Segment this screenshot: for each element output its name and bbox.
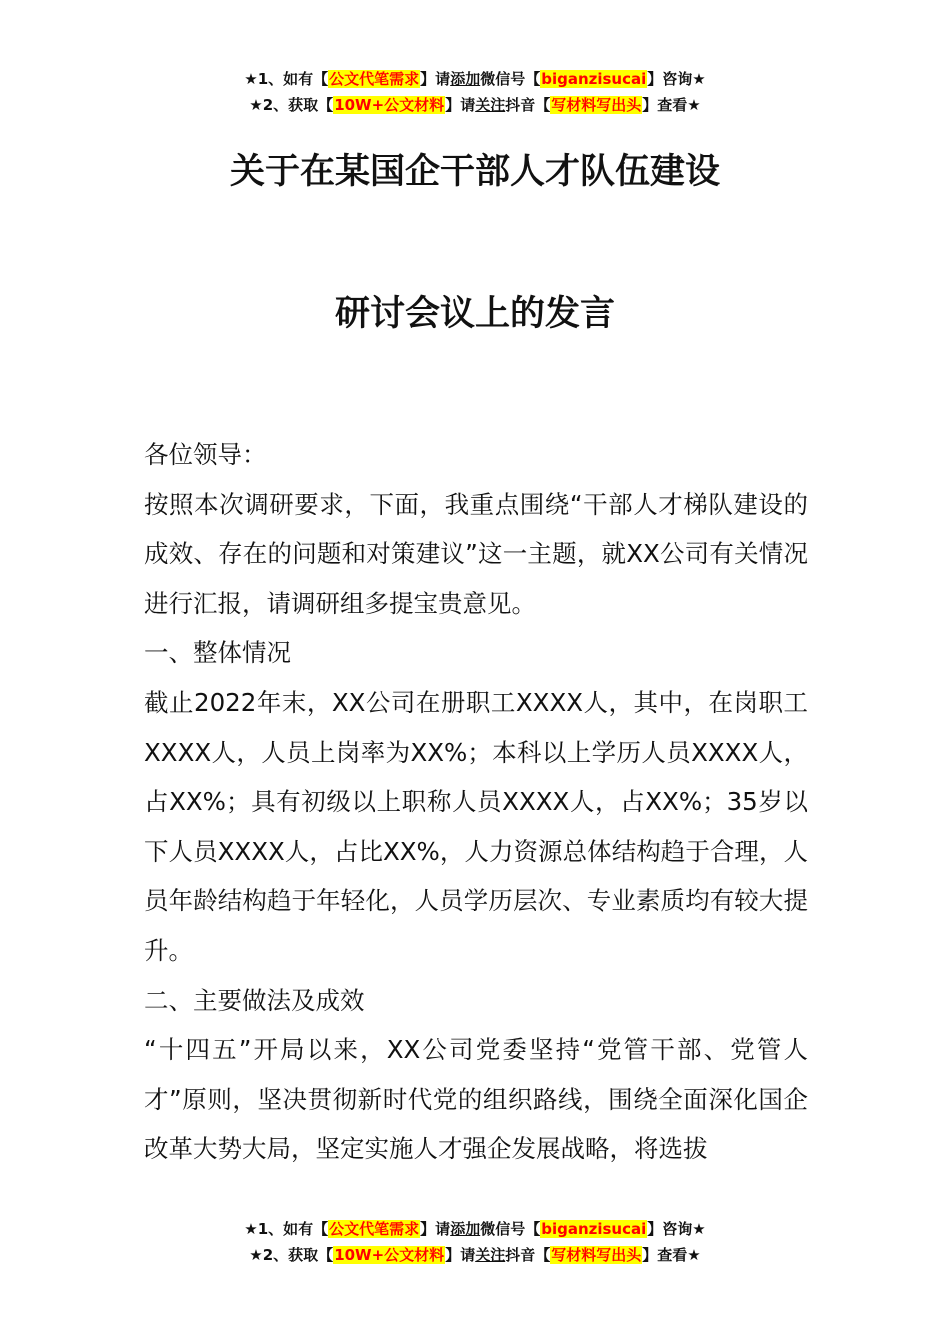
promo-highlight: 10W+公文材料 [334, 1246, 445, 1264]
promo-line-1: ★1、如有【公文代笔需求】请添加微信号【biganzisucai】咨询★ [244, 1220, 706, 1238]
document-title-line-2: 研讨会议上的发言 [334, 294, 615, 334]
promo-highlight: 写材料写出头 [551, 96, 642, 114]
promo-line-2: ★2、获取【10W+公文材料】请关注抖音【写材料写出头】查看★ [249, 1246, 701, 1264]
section-paragraph-2: “十四五”开局以来，XX公司党委坚持“党管干部、党管人才”原则，坚决贯彻新时代党的组织路线，围绕全面深化国企改革大势大局，坚定实施人才强企发展战略，将选拔 [144, 1035, 808, 1164]
promo-banner-bottom [0, 1216, 950, 1268]
section-heading-2: 二、主要做法及成效 [144, 985, 365, 1015]
salutation: 各位领导： [144, 440, 267, 469]
document-title-line-1: 关于在某国企干部人才队伍建设 [229, 152, 720, 192]
promo-highlight: 公文代笔需求 [329, 70, 420, 88]
section-paragraph-1: 截止2022年末，XX公司在册职工XXXX人，其中，在岗职工XXXX人，人员上岗率为XX%；本科以上学历人员XXXX人，占XX%；具有初级以上职称人员XXXX人，占XX%；35岁以下人员XXXX人，占比XX%，人力资源总体结构趋于合理，人员年龄结构趋于年轻化，人员学历层次、专业素质均有较大提升。 [144, 687, 808, 965]
promo-highlight: 公文代笔需求 [329, 1220, 420, 1238]
promo-line-1: ★1、如有【公文代笔需求】请添加微信号【biganzisucai】咨询★ [244, 70, 706, 88]
promo-highlight: 写材料写出头 [551, 1246, 642, 1264]
section-heading-1: 一、整体情况 [144, 638, 291, 668]
promo-banner-top [0, 66, 950, 118]
promo-highlight: 10W+公文材料 [334, 96, 445, 114]
promo-line-2: ★2、获取【10W+公文材料】请关注抖音【写材料写出头】查看★ [249, 96, 701, 114]
intro-paragraph: 按照本次调研要求，下面，我重点围绕“干部人才梯队建设的成效、存在的问题和对策建议”这一主题，就XX公司有关情况进行汇报，请调研组多提宝贵意见。 [144, 489, 808, 618]
document-body [144, 430, 808, 1174]
promo-highlight: biganzisucai [541, 70, 647, 88]
promo-highlight: biganzisucai [541, 1220, 647, 1238]
